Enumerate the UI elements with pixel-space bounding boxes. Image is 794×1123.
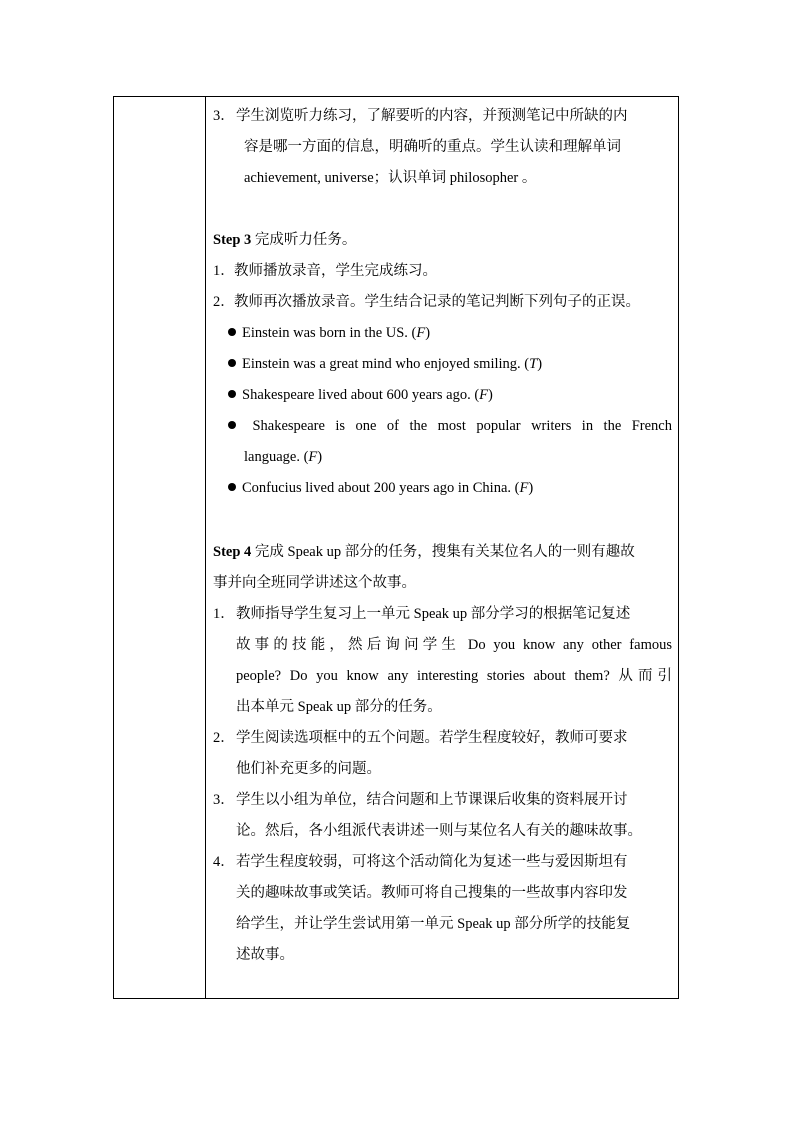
step4-title-line-2: 事并向全班同学讲述这个故事。	[213, 575, 416, 591]
item-number: 2．	[213, 730, 235, 746]
item-number: 1．	[213, 263, 235, 279]
bullet-icon	[228, 359, 236, 367]
step4-item4-line-1: 若学生程度较弱，可将这个活动简化为复述一些与爱因斯坦有	[236, 854, 628, 870]
step3-item-2: 教师再次播放录音。学生结合记录的笔记判断下列句子的正误。	[234, 294, 640, 310]
step4-item2-line-1: 学生阅读选项框中的五个问题。若学生程度较好，教师可要求	[236, 730, 628, 746]
bullet-item: Einstein was a great mind who enjoyed smiling. (T)	[228, 354, 542, 374]
step4-item3-line-2: 论。然后，各小组派代表讲述一则与某位名人有关的趣味故事。	[236, 823, 642, 839]
lesson-plan-table	[113, 96, 679, 999]
item-number: 4．	[213, 854, 235, 870]
bullet-icon	[228, 483, 236, 491]
bullet-item: Confucius lived about 200 years ago in China. (F)	[228, 478, 533, 498]
step4-item1-line-1: 教师指导学生复习上一单元 Speak up 部分学习的根据笔记复述	[236, 606, 631, 622]
item-number: 3．	[213, 792, 235, 808]
item-number: 3．	[213, 108, 235, 124]
bullet-item: Shakespeare is one of the most popular writers in the French	[228, 416, 672, 436]
item3-line-1: 学生浏览听力练习，了解要听的内容，并预测笔记中所缺的内	[236, 108, 628, 124]
step4-item3-line-1: 学生以小组为单位，结合问题和上节课课后收集的资料展开讨	[236, 792, 628, 808]
step4-item1-line-4: 出本单元 Speak up 部分的任务。	[236, 699, 442, 715]
step3-label: Step 3	[213, 232, 252, 248]
item3-line-2: 容是哪一方面的信息，明确听的重点。学生认读和理解单词	[244, 139, 621, 155]
item-number: 1．	[213, 606, 235, 622]
step4-item4-line-3: 给学生，并让学生尝试用第一单元 Speak up 部分所学的技能复	[236, 916, 631, 932]
bullet-item: Shakespeare lived about 600 years ago. (F)	[228, 385, 493, 405]
step3-heading	[213, 230, 356, 250]
bullet-icon	[228, 421, 236, 429]
step4-item2-line-2: 他们补充更多的问题。	[236, 761, 381, 777]
bullet-icon	[228, 328, 236, 336]
step3-title: 完成听力任务。	[251, 232, 357, 248]
bullet-item-continuation: language. (F)	[244, 449, 323, 465]
bullet-icon	[228, 390, 236, 398]
bullet-item: Einstein was born in the US. (F)	[228, 323, 430, 343]
step4-item1-line-2: 故事的技能，然后询问学生 Do you know any other famous	[236, 637, 672, 653]
step4-item4-line-2: 关的趣味故事或笑话。教师可将自己搜集的一些故事内容印发	[236, 885, 628, 901]
step4-heading	[213, 542, 635, 562]
step4-title: 完成 Speak up 部分的任务，搜集有关某位名人的一则有趣故	[251, 544, 635, 560]
content-cell	[206, 97, 678, 998]
item-number: 2．	[213, 294, 235, 310]
item3-line-3: achievement, universe；认识单词 philosopher 。	[244, 170, 537, 186]
step3-item-1: 教师播放录音，学生完成练习。	[234, 263, 437, 279]
step4-label: Step 4	[213, 544, 252, 560]
step4-item1-line-3: people? Do you know any interesting stories about them? 从而引	[236, 668, 672, 684]
step4-item4-line-4: 述故事。	[236, 947, 294, 963]
